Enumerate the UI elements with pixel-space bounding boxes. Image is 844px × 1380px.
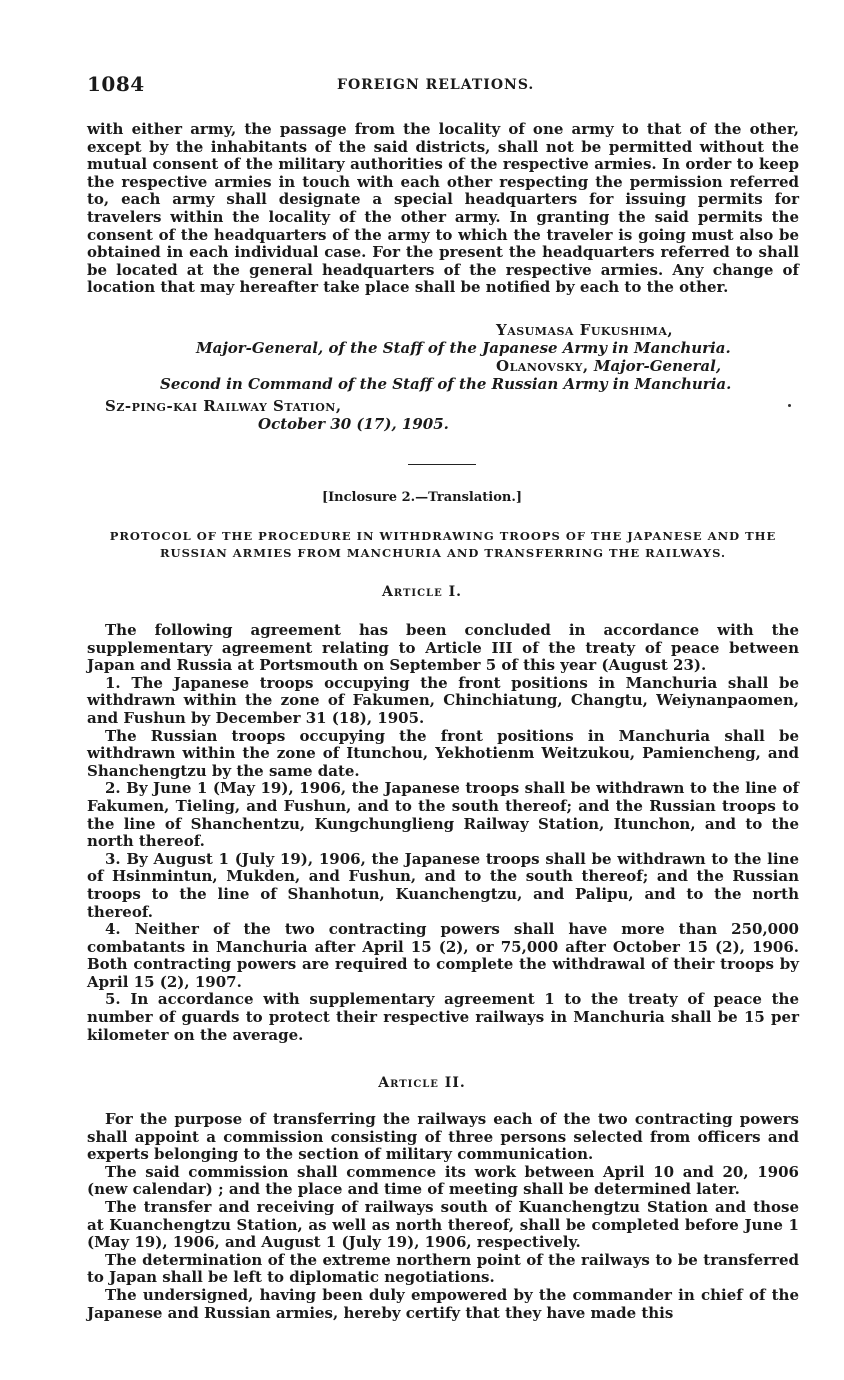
article-1-paragraph: The Russian troops occupying the front positions in Manchuria shall be withdrawn within the zone of Itunchou, Yekhotienm Weitzukou, Pamiencheng, and Shanchengtzu by the same date. [87, 726, 799, 780]
article-1-body [87, 622, 799, 1044]
signer2-name: Olanovsky, [496, 357, 589, 375]
protocol-title-line-2: RUSSIAN ARMIES FROM MANCHURIA AND TRANSFERRING THE RAILWAYS. [160, 546, 726, 560]
article-1-paragraph: The following agreement has been concluded in accordance with the supplementary agreement relating to Article III of the treaty of peace between Japan and Russia at Portsmouth on September 5 of this year (August 23). [87, 621, 799, 675]
article-2-paragraph: For the purpose of transferring the railways each of the two contracting powers shall appoint a commission consisting of three persons selected from officers and experts belonging to the section of military communication. [87, 1110, 799, 1164]
signature-block [87, 321, 799, 433]
article-1-paragraph: 1. The Japanese troops occupying the front positions in Manchuria shall be withdrawn within the zone of Fakumen, Chinchiatung, Changtu, Weiynanpaomen, and Fushun by December 31 (18), 1905. [87, 673, 799, 727]
section-divider-rule [408, 464, 476, 465]
article-2-paragraph: The determination of the extreme northern point of the railways to be transferred to Japan shall be left to diplomatic negotiations. [87, 1250, 799, 1287]
signer1-name-line [87, 321, 799, 339]
intro-section [87, 121, 799, 297]
article-2-heading: Article II. [378, 1075, 466, 1091]
signer1-name: Yasumasa Fukushima, [496, 321, 674, 339]
place-line [87, 397, 799, 415]
signer2-name-line [87, 357, 799, 375]
signer2-title-line [87, 375, 799, 393]
protocol-title [87, 528, 799, 562]
signer2-title: Second in Command of the Staff of the Russian Army in Manchuria. [160, 375, 732, 393]
article-2-body [87, 1111, 799, 1322]
article-1-paragraph: 2. By June 1 (May 19), 1906, the Japanese troops shall be withdrawn to the line of Fakumen, Tieling, and Fushun, and to the south thereof; and the Russian troops to the line of Shanchentzu, Kungchunglieng Railway Station, Itunchon, and to the north thereof. [87, 779, 799, 851]
article-2-paragraph: The said commission shall commence its work between April 10 and 20, 1906 (new calendar) ; and the place and time of meeting shall be determined later. [87, 1162, 799, 1199]
article-1-paragraph: 4. Neither of the two contracting powers shall have more than 250,000 combatants in Manchuria after April 15 (2), or 75,000 after October 15 (2), 1906. Both contracting powers are required to complete the withdrawal of their troops by April 15 (2), 1907. [87, 920, 799, 991]
article-1-paragraph: 5. In accordance with supplementary agreement 1 to the treaty of peace the number of guards to protect their respective railways in Manchuria shall be 15 per kilometer on the average. [87, 990, 799, 1044]
article-1-heading: Article I. [381, 584, 463, 600]
article-1-paragraph: 3. By August 1 (July 19), 1906, the Japanese troops shall be withdrawn to the line of Hsinmintun, Mukden, and Fushun, and to the south thereof; and the Russian troops to the line of Shanhotun, Kuanchengtzu, and Palipu, and to the north thereof. [87, 849, 799, 921]
date-line [87, 415, 799, 433]
article-2-paragraph: The transfer and receiving of railways south of Kuanchengtzu Station and those at Kuanchengtzu Station, as well as north thereof, shall be completed before June 1 (May 19), 1906, and August 1 (July 19), 1906, respectively. [87, 1197, 799, 1252]
signing-place: Sz-ping-kai Railway Station, [105, 397, 342, 415]
page-number: 1084 [87, 72, 145, 96]
signer1-title-line [87, 339, 799, 357]
signer2-name-group [496, 357, 721, 375]
inclosure-label: [Inclosure 2.—Translation.] [321, 490, 523, 505]
article-2-paragraph: The undersigned, having been duly empowered by the commander in chief of the Japanese and Russian armies, hereby certify that they have made this [87, 1285, 799, 1322]
intro-paragraph: with either army, the passage from the locality of one army to that of the other, except by the inhabitants of the said districts, shall not be permitted without the mutual consent of the military authorities of the respective armies. In order to keep the respective armies in touch with each other respecting the permission referred to, each army shall designate a special headquarters for issuing permits for travelers within the locality of the other army. In granting the said permits the consent of the headquarters of the army to which the traveler is going must also be obtained in each individual case. For the present the headquarters referred to shall be located at the general headquarters of the respective armies. Any change of location that may hereafter take place shall be notified by each to the other. [87, 120, 799, 297]
page-header [87, 72, 799, 100]
protocol-title-line-1: PROTOCOL OF THE PROCEDURE IN WITHDRAWING TROOPS OF THE JAPANESE AND THE [109, 529, 777, 543]
signer2-rank: Major-General, [593, 357, 722, 375]
running-head: FOREIGN RELATIONS. [337, 77, 535, 93]
signer1-title: Major-General, of the Staff of the Japanese Army in Manchuria. [196, 339, 731, 357]
stray-dot-mark [788, 404, 791, 407]
signing-date: October 30 (17), 1905. [258, 415, 449, 433]
